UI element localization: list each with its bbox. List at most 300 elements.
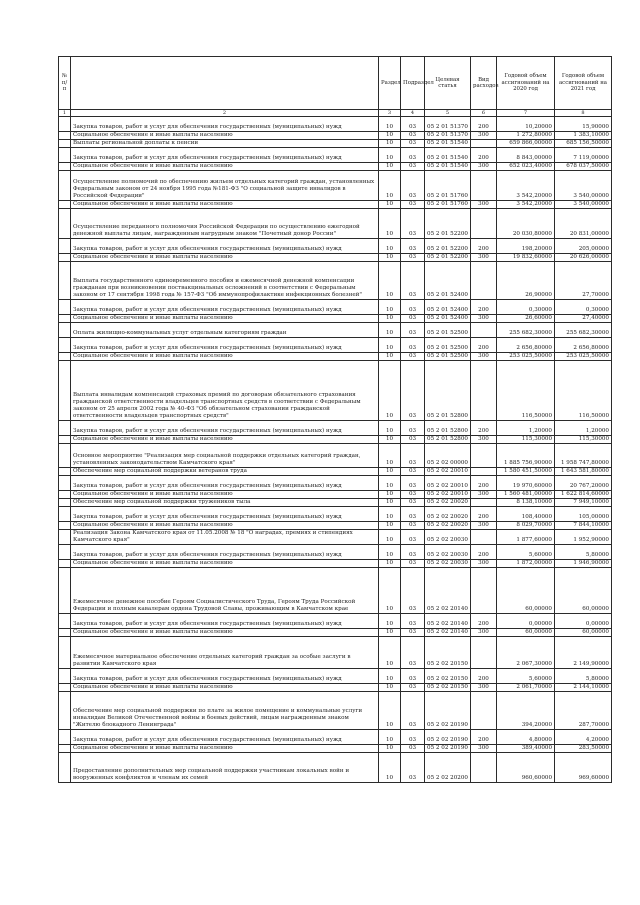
header-number: № п/п (59, 57, 71, 110)
row-name: Социальное обеспечение и иные выплаты населению (71, 745, 379, 753)
row-name: Социальное обеспечение и иные выплаты населению (71, 684, 379, 692)
row-razdel: 10 (379, 753, 401, 783)
row-amount-2021: 20 831,00000 (555, 209, 612, 239)
row-target-article: 05 2 02 20150 (425, 684, 471, 692)
row-amount-2020: 5,60000 (497, 545, 555, 560)
table-row (59, 491, 612, 499)
row-expense-type: 200 (471, 614, 497, 629)
table-row (59, 753, 612, 783)
row-amount-2021: 1 952,90000 (555, 530, 612, 545)
row-expense-type: 300 (471, 436, 497, 444)
row-number (59, 300, 71, 315)
table-row (59, 692, 612, 730)
table-row (59, 140, 612, 148)
row-name: Закупка товаров, работ и услуг для обеспечения государственных (муниципальных) нужд (71, 730, 379, 745)
row-target-article: 05 2 02 20010 (425, 491, 471, 499)
table-row (59, 637, 612, 669)
row-target-article: 05 2 02 20150 (425, 669, 471, 684)
row-amount-2020: 8 029,70000 (497, 522, 555, 530)
row-podrazdel: 03 (401, 338, 425, 353)
row-razdel: 10 (379, 132, 401, 140)
row-target-article: 05 2 01 52400 (425, 262, 471, 300)
table-row (59, 499, 612, 507)
row-amount-2021: 27,70000 (555, 262, 612, 300)
row-podrazdel: 03 (401, 421, 425, 436)
table-row (59, 522, 612, 530)
row-amount-2020: 8 138,10000 (497, 499, 555, 507)
row-razdel: 10 (379, 117, 401, 132)
row-amount-2020: 3 542,20000 (497, 201, 555, 209)
row-number (59, 239, 71, 254)
table-row (59, 148, 612, 163)
table-row (59, 300, 612, 315)
row-razdel: 10 (379, 163, 401, 171)
row-target-article: 05 2 01 52200 (425, 239, 471, 254)
row-razdel: 10 (379, 684, 401, 692)
row-target-article: 05 2 02 20140 (425, 614, 471, 629)
row-amount-2020: 26,60000 (497, 315, 555, 323)
row-name: Закупка товаров, работ и услуг для обеспечения государственных (муниципальных) нужд (71, 507, 379, 522)
row-amount-2021: 4,20000 (555, 730, 612, 745)
row-target-article: 05 2 02 20140 (425, 568, 471, 614)
row-amount-2020: 659 866,00000 (497, 140, 555, 148)
row-razdel: 10 (379, 171, 401, 201)
row-podrazdel: 03 (401, 262, 425, 300)
row-name: Социальное обеспечение и иные выплаты населению (71, 629, 379, 637)
row-amount-2021: 0,00000 (555, 614, 612, 629)
row-expense-type: 300 (471, 629, 497, 637)
row-podrazdel: 03 (401, 436, 425, 444)
row-amount-2021: 15,90000 (555, 117, 612, 132)
row-target-article: 05 2 01 52400 (425, 315, 471, 323)
row-target-article: 05 2 01 52500 (425, 323, 471, 338)
row-podrazdel: 03 (401, 568, 425, 614)
row-razdel: 10 (379, 614, 401, 629)
row-number (59, 507, 71, 522)
row-target-article: 05 2 01 52500 (425, 353, 471, 361)
row-target-article: 05 2 02 20190 (425, 692, 471, 730)
table-row (59, 444, 612, 468)
row-number (59, 353, 71, 361)
row-number (59, 669, 71, 684)
row-razdel: 10 (379, 300, 401, 315)
row-razdel: 10 (379, 468, 401, 476)
row-amount-2021: 7 949,10000 (555, 499, 612, 507)
row-podrazdel: 03 (401, 491, 425, 499)
row-number (59, 614, 71, 629)
row-expense-type (471, 323, 497, 338)
table-header-row (59, 57, 612, 110)
row-expense-type: 200 (471, 476, 497, 491)
header-razdel: Раздел (379, 57, 401, 110)
row-amount-2020: 19 832,60000 (497, 254, 555, 262)
row-razdel: 10 (379, 323, 401, 338)
row-amount-2020: 1 885 756,90000 (497, 444, 555, 468)
row-expense-type: 200 (471, 239, 497, 254)
table-row (59, 507, 612, 522)
row-razdel: 10 (379, 499, 401, 507)
row-name: Социальное обеспечение и иные выплаты населению (71, 132, 379, 140)
row-amount-2021: 3 540,00000 (555, 201, 612, 209)
header-year-2021: Годовой объем ассигнований на 2021 год (555, 57, 612, 110)
row-expense-type: 300 (471, 163, 497, 171)
row-name: Социальное обеспечение и иные выплаты населению (71, 353, 379, 361)
row-name: Осуществление переданного полномочия Российской Федерации по осуществлению ежегодной денежной выплаты лицам, награжденным нагрудным знаком "Почетный донор России" (71, 209, 379, 239)
row-target-article: 05 2 01 52400 (425, 300, 471, 315)
table-row (59, 629, 612, 637)
row-podrazdel: 03 (401, 239, 425, 254)
row-amount-2020: 2 656,80000 (497, 338, 555, 353)
row-expense-type: 300 (471, 201, 497, 209)
row-expense-type: 300 (471, 315, 497, 323)
row-amount-2020: 8 843,00000 (497, 148, 555, 163)
col-number: 4 (401, 110, 425, 117)
row-amount-2020: 394,20000 (497, 692, 555, 730)
row-amount-2021: 969,60000 (555, 753, 612, 783)
row-name: Выплата инвалидам компенсаций страховых премий по договорам обязательного страхования гражданской ответственности владельцев транспортных средств в соответствии с Федеральным законом от 25 апреля 2002 года № 40-ФЗ "Об обязательном страховании гражданской ответственности владельцев транспортных средств" (71, 361, 379, 421)
row-name: Закупка товаров, работ и услуг для обеспечения государственных (муниципальных) нужд (71, 669, 379, 684)
row-podrazdel: 03 (401, 560, 425, 568)
row-podrazdel: 03 (401, 753, 425, 783)
row-razdel: 10 (379, 545, 401, 560)
row-number (59, 201, 71, 209)
row-name: Ежемесячное материальное обеспечение отдельных категорий граждан за особые заслуги в развитии Камчатского края (71, 637, 379, 669)
row-podrazdel: 03 (401, 669, 425, 684)
row-expense-type: 200 (471, 148, 497, 163)
row-name: Закупка товаров, работ и услуг для обеспечения государственных (муниципальных) нужд (71, 300, 379, 315)
row-razdel: 10 (379, 730, 401, 745)
table-row (59, 117, 612, 132)
row-number (59, 692, 71, 730)
row-number (59, 163, 71, 171)
row-amount-2020: 1 877,60000 (497, 530, 555, 545)
table-body (59, 117, 612, 783)
row-amount-2021: 5,80000 (555, 545, 612, 560)
row-name: Закупка товаров, работ и услуг для обеспечения государственных (муниципальных) нужд (71, 239, 379, 254)
row-amount-2021: 60,00000 (555, 568, 612, 614)
col-number: 1 (59, 110, 71, 117)
table-row (59, 476, 612, 491)
row-name: Закупка товаров, работ и услуг для обеспечения государственных (муниципальных) нужд (71, 117, 379, 132)
row-expense-type: 200 (471, 507, 497, 522)
table-row (59, 338, 612, 353)
row-amount-2021: 116,50000 (555, 361, 612, 421)
row-number (59, 629, 71, 637)
row-number (59, 745, 71, 753)
table-row (59, 254, 612, 262)
header-target-article: Целевая статья (425, 57, 471, 110)
row-number (59, 436, 71, 444)
row-amount-2021: 1 958 747,80000 (555, 444, 612, 468)
row-podrazdel: 03 (401, 692, 425, 730)
row-expense-type: 300 (471, 491, 497, 499)
row-amount-2021: 255 682,30000 (555, 323, 612, 338)
row-podrazdel: 03 (401, 614, 425, 629)
row-target-article: 05 2 01 51370 (425, 132, 471, 140)
row-podrazdel: 03 (401, 468, 425, 476)
row-name: Выплата государственного единовременного пособия и ежемесячной денежной компенсации гражданам при возникновении поствакцинальных осложнений в соответствии с Федеральным законом от 17 сентября 1998 года № 157-ФЗ "Об иммунопрофилактике инфекционных болезней" (71, 262, 379, 300)
row-expense-type: 200 (471, 730, 497, 745)
row-number (59, 491, 71, 499)
row-name: Закупка товаров, работ и услуг для обеспечения государственных (муниципальных) нужд (71, 338, 379, 353)
row-podrazdel: 03 (401, 148, 425, 163)
row-target-article: 05 2 01 51760 (425, 201, 471, 209)
row-podrazdel: 03 (401, 353, 425, 361)
row-amount-2020: 652 023,40000 (497, 163, 555, 171)
col-number: 5 (425, 110, 471, 117)
row-expense-type (471, 692, 497, 730)
row-razdel: 10 (379, 201, 401, 209)
row-amount-2021: 105,00000 (555, 507, 612, 522)
row-name: Основное мероприятие "Реализация мер социальной поддержки отдельных категорий граждан, установленных законодательством Камчатского края" (71, 444, 379, 468)
table-row (59, 568, 612, 614)
table-row (59, 530, 612, 545)
row-expense-type (471, 209, 497, 239)
row-name: Закупка товаров, работ и услуг для обеспечения государственных (муниципальных) нужд (71, 476, 379, 491)
row-amount-2020: 3 542,20000 (497, 171, 555, 201)
row-amount-2021: 2 149,90000 (555, 637, 612, 669)
row-number (59, 254, 71, 262)
row-podrazdel: 03 (401, 637, 425, 669)
row-amount-2020: 2 067,30000 (497, 637, 555, 669)
row-target-article: 05 2 01 51540 (425, 148, 471, 163)
table-row (59, 163, 612, 171)
row-razdel: 10 (379, 637, 401, 669)
table-row (59, 614, 612, 629)
header-podrazdel: Подраздел (401, 57, 425, 110)
row-podrazdel: 03 (401, 209, 425, 239)
row-amount-2020: 5,60000 (497, 669, 555, 684)
row-name: Закупка товаров, работ и услуг для обеспечения государственных (муниципальных) нужд (71, 545, 379, 560)
row-number (59, 568, 71, 614)
row-expense-type: 200 (471, 545, 497, 560)
row-amount-2021: 205,00000 (555, 239, 612, 254)
row-expense-type: 200 (471, 338, 497, 353)
row-expense-type: 300 (471, 745, 497, 753)
row-razdel: 10 (379, 444, 401, 468)
row-number (59, 730, 71, 745)
row-amount-2021: 5,80000 (555, 669, 612, 684)
row-amount-2020: 19 970,60000 (497, 476, 555, 491)
row-target-article: 05 2 02 20010 (425, 476, 471, 491)
row-target-article: 05 2 02 20030 (425, 530, 471, 545)
table-row (59, 353, 612, 361)
row-amount-2021: 283,50000 (555, 745, 612, 753)
row-expense-type (471, 444, 497, 468)
row-amount-2020: 1 560 481,00000 (497, 491, 555, 499)
table-row (59, 262, 612, 300)
row-target-article: 05 2 02 20190 (425, 730, 471, 745)
row-name: Осуществление полномочий по обеспечению жильем отдельных категорий граждан, установленных Федеральным законом от 24 ноября 1995 года №181-ФЗ "О социальной защите инвалидов в Российской Федерации" (71, 171, 379, 201)
row-target-article: 05 2 02 20020 (425, 522, 471, 530)
row-target-article: 05 2 01 52200 (425, 254, 471, 262)
table-row (59, 209, 612, 239)
row-number (59, 315, 71, 323)
row-amount-2021: 1 622 814,60000 (555, 491, 612, 499)
table-row (59, 468, 612, 476)
row-target-article: 05 2 01 51540 (425, 163, 471, 171)
row-number (59, 499, 71, 507)
row-razdel: 10 (379, 315, 401, 323)
row-razdel: 10 (379, 629, 401, 637)
row-name: Социальное обеспечение и иные выплаты населению (71, 436, 379, 444)
row-name: Обеспечение мер социальной поддержки ветеранов труда (71, 468, 379, 476)
row-amount-2021: 0,30000 (555, 300, 612, 315)
row-expense-type (471, 468, 497, 476)
row-podrazdel: 03 (401, 171, 425, 201)
table-row (59, 669, 612, 684)
row-amount-2020: 0,30000 (497, 300, 555, 315)
row-target-article: 05 2 01 51760 (425, 171, 471, 201)
row-razdel: 10 (379, 560, 401, 568)
row-expense-type: 200 (471, 300, 497, 315)
row-target-article: 05 2 01 51370 (425, 117, 471, 132)
row-amount-2020: 116,50000 (497, 361, 555, 421)
row-amount-2021: 7 119,00000 (555, 148, 612, 163)
header-expense-type: Вид расходов (471, 57, 497, 110)
row-number (59, 323, 71, 338)
row-amount-2020: 960,60000 (497, 753, 555, 783)
row-razdel: 10 (379, 530, 401, 545)
row-amount-2020: 26,90000 (497, 262, 555, 300)
row-expense-type: 200 (471, 669, 497, 684)
row-name: Обеспечение мер социальной поддержки по плате за жилое помещение и коммунальные услуги инвалидам Великой Отечественной войны и боевых действий, лицам награжденным знаком "Жителю блокадного Ленинграда" (71, 692, 379, 730)
row-name: Выплаты региональной доплаты к пенсии (71, 140, 379, 148)
row-podrazdel: 03 (401, 140, 425, 148)
row-expense-type (471, 530, 497, 545)
row-expense-type (471, 753, 497, 783)
row-number (59, 132, 71, 140)
row-podrazdel: 03 (401, 323, 425, 338)
row-razdel: 10 (379, 421, 401, 436)
row-amount-2021: 27,40000 (555, 315, 612, 323)
row-expense-type: 300 (471, 353, 497, 361)
row-expense-type: 300 (471, 254, 497, 262)
row-podrazdel: 03 (401, 745, 425, 753)
row-podrazdel: 03 (401, 522, 425, 530)
row-name: Закупка товаров, работ и услуг для обеспечения государственных (муниципальных) нужд (71, 148, 379, 163)
row-expense-type: 200 (471, 117, 497, 132)
row-podrazdel: 03 (401, 300, 425, 315)
row-amount-2021: 678 037,50000 (555, 163, 612, 171)
row-razdel: 10 (379, 507, 401, 522)
table-row (59, 132, 612, 140)
row-number (59, 140, 71, 148)
row-podrazdel: 03 (401, 361, 425, 421)
row-amount-2021: 115,30000 (555, 436, 612, 444)
row-target-article: 05 2 01 52800 (425, 361, 471, 421)
row-target-article: 05 2 02 20200 (425, 753, 471, 783)
row-expense-type: 300 (471, 560, 497, 568)
row-podrazdel: 03 (401, 507, 425, 522)
row-podrazdel: 03 (401, 629, 425, 637)
table-row (59, 545, 612, 560)
row-razdel: 10 (379, 262, 401, 300)
row-amount-2020: 20 030,80000 (497, 209, 555, 239)
row-amount-2020: 253 025,50000 (497, 353, 555, 361)
row-name: Социальное обеспечение и иные выплаты населению (71, 522, 379, 530)
row-razdel: 10 (379, 568, 401, 614)
row-podrazdel: 03 (401, 201, 425, 209)
row-target-article: 05 2 02 20190 (425, 745, 471, 753)
row-amount-2021: 287,70000 (555, 692, 612, 730)
row-podrazdel: 03 (401, 315, 425, 323)
row-target-article: 05 2 02 20020 (425, 499, 471, 507)
row-podrazdel: 03 (401, 444, 425, 468)
table-row (59, 315, 612, 323)
row-expense-type (471, 499, 497, 507)
row-number (59, 545, 71, 560)
row-amount-2020: 1 580 451,50000 (497, 468, 555, 476)
row-number (59, 148, 71, 163)
row-amount-2021: 20 626,00000 (555, 254, 612, 262)
table-row (59, 323, 612, 338)
row-razdel: 10 (379, 436, 401, 444)
row-razdel: 10 (379, 522, 401, 530)
row-podrazdel: 03 (401, 254, 425, 262)
budget-sheet (58, 56, 611, 783)
row-name: Социальное обеспечение и иные выплаты населению (71, 163, 379, 171)
table-row (59, 361, 612, 421)
row-razdel: 10 (379, 476, 401, 491)
row-amount-2020: 1,20000 (497, 421, 555, 436)
row-podrazdel: 03 (401, 499, 425, 507)
row-amount-2020: 10,20000 (497, 117, 555, 132)
row-number (59, 209, 71, 239)
table-row (59, 745, 612, 753)
row-target-article: 05 2 02 20140 (425, 629, 471, 637)
row-amount-2020: 4,80000 (497, 730, 555, 745)
row-expense-type (471, 171, 497, 201)
row-number (59, 171, 71, 201)
row-amount-2021: 253 025,50000 (555, 353, 612, 361)
row-expense-type (471, 140, 497, 148)
row-podrazdel: 03 (401, 476, 425, 491)
budget-table (58, 56, 612, 783)
row-amount-2021: 1 946,90000 (555, 560, 612, 568)
row-number (59, 338, 71, 353)
row-amount-2020: 1 872,00000 (497, 560, 555, 568)
row-expense-type: 200 (471, 421, 497, 436)
table-row (59, 436, 612, 444)
row-podrazdel: 03 (401, 730, 425, 745)
table-row (59, 171, 612, 201)
col-number: 3 (379, 110, 401, 117)
row-amount-2021: 1,20000 (555, 421, 612, 436)
row-podrazdel: 03 (401, 545, 425, 560)
row-razdel: 10 (379, 361, 401, 421)
row-name: Предоставление дополнительных мер социальной поддержки участникам локальных войн и вооруженных конфликтов и членам их семей (71, 753, 379, 783)
row-target-article: 05 2 01 52800 (425, 436, 471, 444)
row-name: Социальное обеспечение и иные выплаты населению (71, 560, 379, 568)
row-number (59, 468, 71, 476)
row-amount-2021: 1 643 581,80000 (555, 468, 612, 476)
row-target-article: 05 2 02 20030 (425, 545, 471, 560)
row-razdel: 10 (379, 491, 401, 499)
row-amount-2020: 2 061,70000 (497, 684, 555, 692)
row-podrazdel: 03 (401, 684, 425, 692)
row-amount-2020: 108,40000 (497, 507, 555, 522)
row-amount-2020: 0,00000 (497, 614, 555, 629)
row-number (59, 753, 71, 783)
row-amount-2021: 7 844,10000 (555, 522, 612, 530)
table-row (59, 201, 612, 209)
row-razdel: 10 (379, 148, 401, 163)
row-razdel: 10 (379, 669, 401, 684)
row-target-article: 05 2 01 52200 (425, 209, 471, 239)
row-name: Оплата жилищно-коммунальных услуг отдельным категориям граждан (71, 323, 379, 338)
header-name (71, 57, 379, 110)
